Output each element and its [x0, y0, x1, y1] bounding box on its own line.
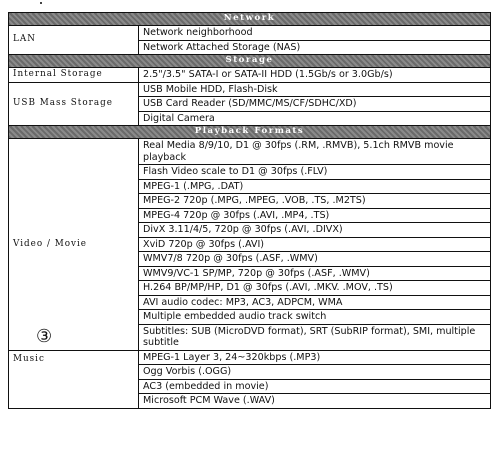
spec-value: AC3 (embedded in movie) [139, 379, 491, 394]
spec-value: WMV7/8 720p @ 30fps (.ASF, .WMV) [139, 252, 491, 267]
spec-value: MPEG-4 720p @ 30fps (.AVI, .MP4, .TS) [139, 208, 491, 223]
section-row-storage [9, 55, 491, 68]
spec-value: Subtitles: SUB (MicroDVD format), SRT (SubRIP format), SMI, multiple subtitle [139, 324, 491, 350]
section-row-network [9, 13, 491, 26]
spec-table [8, 12, 491, 409]
spec-value: XviD 720p @ 30fps (.AVI) [139, 237, 491, 252]
spec-value: Microsoft PCM Wave (.WAV) [139, 394, 491, 409]
spec-value: WMV9/VC-1 SP/MP, 720p @ 30fps (.ASF, .WMV) [139, 266, 491, 281]
spec-value: Flash Video scale to D1 @ 30fps (.FLV) [139, 165, 491, 180]
spec-value: H.264 BP/MP/HP, D1 @ 30fps (.AVI, .MKV. .MOV, .TS) [139, 281, 491, 296]
category-video-movie: Video / Movie [9, 139, 139, 351]
spec-value: DivX 3.11/4/5, 720p @ 30fps (.AVI, .DIVX) [139, 223, 491, 238]
spec-value: MPEG-2 720p (.MPG, .MPEG, .VOB, .TS, .M2TS) [139, 194, 491, 209]
category-usb-mass-storage: USB Mass Storage [9, 82, 139, 126]
spec-value: MPEG-1 Layer 3, 24~320kbps (.MP3) [139, 350, 491, 365]
category-music: Music [9, 350, 139, 408]
spec-value: Network Attached Storage (NAS) [139, 40, 491, 55]
section-header-network: Network [9, 13, 491, 26]
circled-number-marker: ③ [36, 326, 53, 347]
section-row-playback [9, 126, 491, 139]
spec-value: MPEG-1 (.MPG, .DAT) [139, 179, 491, 194]
spec-value: Ogg Vorbis (.OGG) [139, 365, 491, 380]
category-internal-storage: Internal Storage [9, 68, 139, 83]
category-lan: LAN [9, 26, 139, 55]
spec-value: Digital Camera [139, 111, 491, 126]
table-row [9, 139, 491, 165]
table-row [9, 350, 491, 365]
spec-value: USB Card Reader (SD/MMC/MS/CF/SDHC/XD) [139, 97, 491, 112]
spec-value: Real Media 8/9/10, D1 @ 30fps (.RM, .RMVB), 5.1ch RMVB movie playback [139, 139, 491, 165]
spec-value: Multiple embedded audio track switch [139, 310, 491, 325]
spec-sheet [8, 12, 490, 464]
section-header-storage: Storage [9, 55, 491, 68]
table-row [9, 26, 491, 41]
spec-value: USB Mobile HDD, Flash-Disk [139, 82, 491, 97]
table-row [9, 82, 491, 97]
spec-value: Network neighborhood [139, 26, 491, 41]
table-row [9, 68, 491, 83]
scan-speck [40, 2, 42, 4]
spec-value: 2.5"/3.5" SATA-I or SATA-II HDD (1.5Gb/s or 3.0Gb/s) [139, 68, 491, 83]
spec-value: AVI audio codec: MP3, AC3, ADPCM, WMA [139, 295, 491, 310]
section-header-playback: Playback Formats [9, 126, 491, 139]
